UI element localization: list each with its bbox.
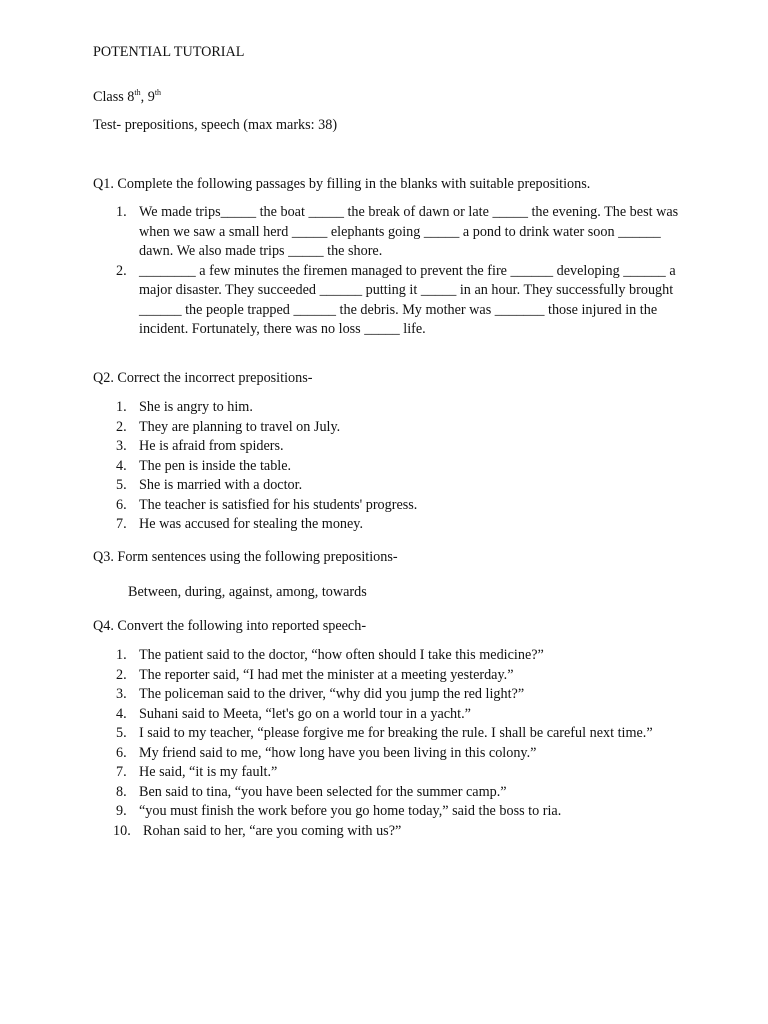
item-text: They are planning to travel on July. (139, 418, 341, 435)
list-item (0, 398, 679, 418)
item-text: He was accused for stealing the money. (139, 516, 364, 532)
item-text: The pen is inside the table. (139, 457, 292, 474)
class-superscript-1: th (134, 88, 141, 97)
item-text: We made trips_____ the boat _____ the break of dawn or late _____ the evening. The best was when we saw a small herd _____ elephants going _____ a pond to drink water soon ______ dawn. We also made trips _____ the shore. (139, 204, 679, 259)
list-item (0, 666, 679, 686)
item-number: 6. (116, 496, 127, 513)
item-text: Suhani said to Meeta, “let's go on a world tour in a yacht.” (139, 705, 471, 722)
item-number: 4. (116, 705, 127, 722)
list-item (0, 646, 679, 666)
class-separator: , 9 (140, 89, 155, 105)
item-number: 5. (116, 477, 127, 493)
item-text: ________ a few minutes the firemen managed to prevent the fire ______ developing ______ a major disaster. They succeeded ______ putting it _____ in an hour. They successfully brought ______ the people trapped ______ the debris. My mother was _______ those injured in the incident. Fortunately, there was no loss _____ life. (139, 262, 676, 337)
list-item (0, 457, 679, 477)
item-number: 1. (116, 399, 127, 415)
item-text: The patient said to the doctor, “how often should I take this medicine?” (139, 647, 544, 663)
q1-list (0, 203, 679, 340)
test-line: Test- prepositions, speech (max marks: 38) (93, 117, 338, 133)
item-number: 3. (116, 438, 127, 454)
q2-list (0, 398, 679, 535)
item-text: She is angry to him. (139, 399, 253, 415)
item-text: He is afraid from spiders. (139, 438, 284, 454)
list-item (0, 724, 679, 744)
item-number: 2. (116, 262, 127, 279)
item-number: 2. (116, 418, 127, 435)
item-text: Ben said to tina, “you have been selected for the summer camp.” (139, 783, 507, 800)
q3-word-list: Between, during, against, among, towards (128, 584, 367, 600)
item-number: 3. (116, 686, 127, 702)
list-item (0, 783, 679, 803)
document-title: POTENTIAL TUTORIAL (93, 44, 245, 60)
q2-heading: Q2. Correct the incorrect prepositions- (93, 370, 313, 386)
item-text: The policeman said to the driver, “why did you jump the red light?” (139, 686, 525, 702)
item-text: “you must finish the work before you go home today,” said the boss to ria. (139, 803, 562, 819)
class-label: Class 8 (93, 89, 135, 105)
q3-heading: Q3. Form sentences using the following prepositions- (93, 549, 398, 565)
item-number: 5. (116, 725, 127, 741)
list-item (0, 822, 679, 842)
class-line (93, 89, 161, 106)
item-text: The teacher is satisfied for his students' progress. (139, 496, 418, 513)
list-item (0, 744, 679, 764)
item-number: 6. (116, 744, 127, 761)
list-item (0, 437, 679, 457)
item-text: He said, “it is my fault.” (139, 764, 278, 780)
item-number: 7. (116, 516, 127, 532)
item-number: 8. (116, 783, 127, 800)
q1-heading: Q1. Complete the following passages by filling in the blanks with suitable prepositions. (93, 176, 591, 192)
list-item (0, 262, 679, 340)
item-number: 7. (116, 764, 127, 780)
q4-heading: Q4. Convert the following into reported speech- (93, 618, 367, 634)
list-item (0, 685, 679, 705)
item-number: 4. (116, 457, 127, 474)
list-item (0, 705, 679, 725)
q4-list (0, 646, 679, 841)
list-item (0, 515, 679, 535)
list-item (0, 418, 679, 438)
list-item (0, 763, 679, 783)
class-superscript-2: th (154, 88, 162, 97)
item-text: She is married with a doctor. (139, 477, 303, 493)
list-item (0, 496, 679, 516)
list-item (0, 203, 679, 262)
item-text: Rohan said to her, “are you coming with us?” (143, 822, 402, 839)
item-number: 1. (116, 647, 127, 663)
item-text: I said to my teacher, “please forgive me for breaking the rule. I shall be careful next time.” (139, 725, 653, 741)
list-item (0, 476, 679, 496)
item-number: 2. (116, 666, 127, 683)
item-text: The reporter said, “I had met the minister at a meeting yesterday.” (139, 666, 514, 683)
item-number: 10. (113, 822, 131, 839)
item-number: 9. (116, 803, 127, 819)
list-item (0, 802, 679, 822)
item-number: 1. (116, 204, 127, 220)
item-text: My friend said to me, “how long have you been living in this colony.” (139, 744, 537, 761)
